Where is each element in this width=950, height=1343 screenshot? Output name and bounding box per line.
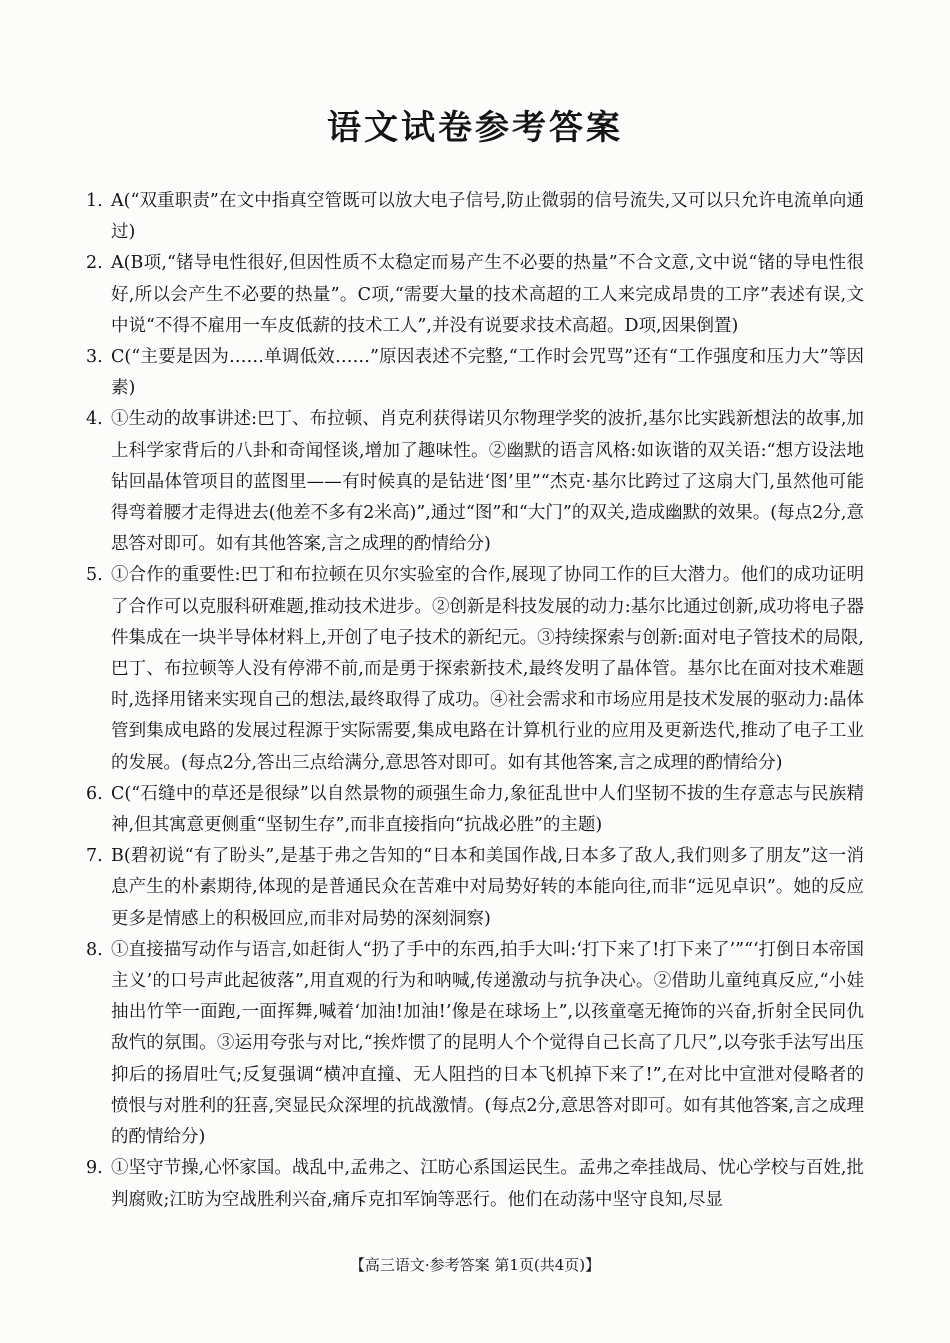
answer-text: B(碧初说“有了盼头”,是基于弗之告知的“日本和美国作战,日本多了敌人,我们则多了朋友”这一消息产生的朴素期待,体现的是普通民众在苦难中对局势好转的本能向往,而非“远见卓识”。她的反应更多是情感上的积极回应,而非对局势的深刻洞察): [111, 846, 864, 929]
answer-item-2: [86, 248, 864, 342]
answer-text: A(B项,“锗导电性很好,但因性质不太稳定而易产生不必要的热量”不合文意,文中说“锗的导电性很好,所以会产生不必要的热量”。C项,“需要大量的技术高超的工人来完成昂贵的工序”表述有误,文中说“不得不雇用一车皮低薪的技术工人”,并没有说要求技术高超。D项,因果倒置): [111, 253, 864, 336]
answer-text: C(“石缝中的草还是很绿”以自然景物的顽强生命力,象征乱世中人们坚韧不拔的生存意志与民族精神,但其寓意更侧重“坚韧生存”,而非直接指向“抗战必胜”的主题): [111, 783, 864, 836]
answer-item-6: [86, 779, 864, 841]
answer-text: A(“双重职责”在文中指真空管既可以放大电子信号,防止微弱的信号流失,又可以只允许电流单向通过): [111, 191, 864, 243]
page-title: 语文试卷参考答案: [327, 108, 623, 148]
answer-item-7: [86, 841, 864, 935]
answer-number: 4.: [86, 409, 103, 430]
answer-number: 3.: [86, 347, 103, 368]
answer-item-1: [86, 186, 864, 248]
answer-item-5: [86, 560, 864, 778]
answer-text: ①生动的故事讲述:巴丁、布拉顿、肖克利获得诺贝尔物理学奖的波折,基尔比实践新想法的故事,加上科学家背后的八卦和奇闻怪谈,增加了趣味性。②幽默的语言风格:如诙谐的双关语:“想方设法地钻回晶体管项目的蓝图里——有时候真的是钻进‘图’里”“杰克·基尔比跨过了这扇大门,虽然他可能得弯着腰才走得进去(他差不多有2米高)”,通过“图”和“大门”的双关,造成幽默的效果。(每点2分,意思答对即可。如有其他答案,言之成理的酌情给分): [111, 409, 864, 555]
answer-text: ①直接描写动作与语言,如赶街人“扔了手中的东西,拍手大叫:‘打下来了!打下来了’”“‘打倒日本帝国主义’的口号声此起彼落”,用直观的行为和呐喊,传递激动与抗争决心。②借助儿童纯真反应,“小娃抽出竹竿一面跑,一面挥舞,喊着‘加油!加油!’像是在球场上”,以孩童毫无掩饰的兴奋,折射全民同仇敌忾的氛围。③运用夸张与对比,“挨炸惯了的昆明人个个觉得自己长高了几尺”,以夸张手法写出压抑后的扬眉吐气;反复强调“横冲直撞、无人阻挡的日本飞机掉下来了!”,在对比中宣泄对侵略者的愤恨与对胜利的狂喜,突显民众深埋的抗战激情。(每点2分,意思答对即可。如有其他答案,言之成理的酌情给分): [111, 939, 864, 1148]
answer-item-3: [86, 342, 864, 404]
answer-list: [86, 186, 864, 1216]
answer-text: ①合作的重要性:巴丁和布拉顿在贝尔实验室的合作,展现了协同工作的巨大潜力。他们的成功证明了合作可以克服科研难题,推动技术进步。②创新是科技发展的动力:基尔比通过创新,成功将电子器件集成在一块半导体材料上,开创了电子技术的新纪元。③持续探索与创新:面对电子管技术的局限,巴丁、布拉顿等人没有停滞不前,而是勇于探索新技术,最终发明了晶体管。基尔比在面对技术难题时,选择用锗来实现自己的想法,最终取得了成功。④社会需求和市场应用是技术发展的驱动力:晶体管到集成电路的发展过程源于实际需要,集成电路在计算机行业的应用及更新迭代,推动了电子工业的发展。(每点2分,答出三点给满分,意思答对即可。如有其他答案,言之成理的酌情给分): [111, 565, 864, 773]
answer-text: ①坚守节操,心怀家国。战乱中,孟弗之、江昉心系国运民生。孟弗之牵挂战局、忧心学校与百姓,批判腐败;江昉为空战胜利兴奋,痛斥克扣军饷等恶行。他们在动荡中坚守良知,尽显: [111, 1158, 864, 1210]
answer-number: 6.: [86, 783, 103, 804]
answer-item-4: [86, 404, 864, 560]
answer-number: 5.: [86, 565, 103, 586]
answer-number: 1.: [86, 191, 103, 211]
answer-number: 7.: [86, 846, 103, 867]
answer-item-9: [86, 1153, 864, 1215]
answer-number: 8.: [86, 939, 103, 960]
answer-number: 9.: [86, 1158, 103, 1179]
answer-text: C(“主要是因为……单调低效……”原因表述不完整,“工作时会咒骂”还有“工作强度和压力大”等因素): [111, 347, 864, 399]
answer-item-8: [86, 935, 864, 1153]
page-footer: 【高三语文·参考答案 第1页(共4页)】: [349, 1256, 601, 1274]
answer-number: 2.: [86, 253, 103, 274]
